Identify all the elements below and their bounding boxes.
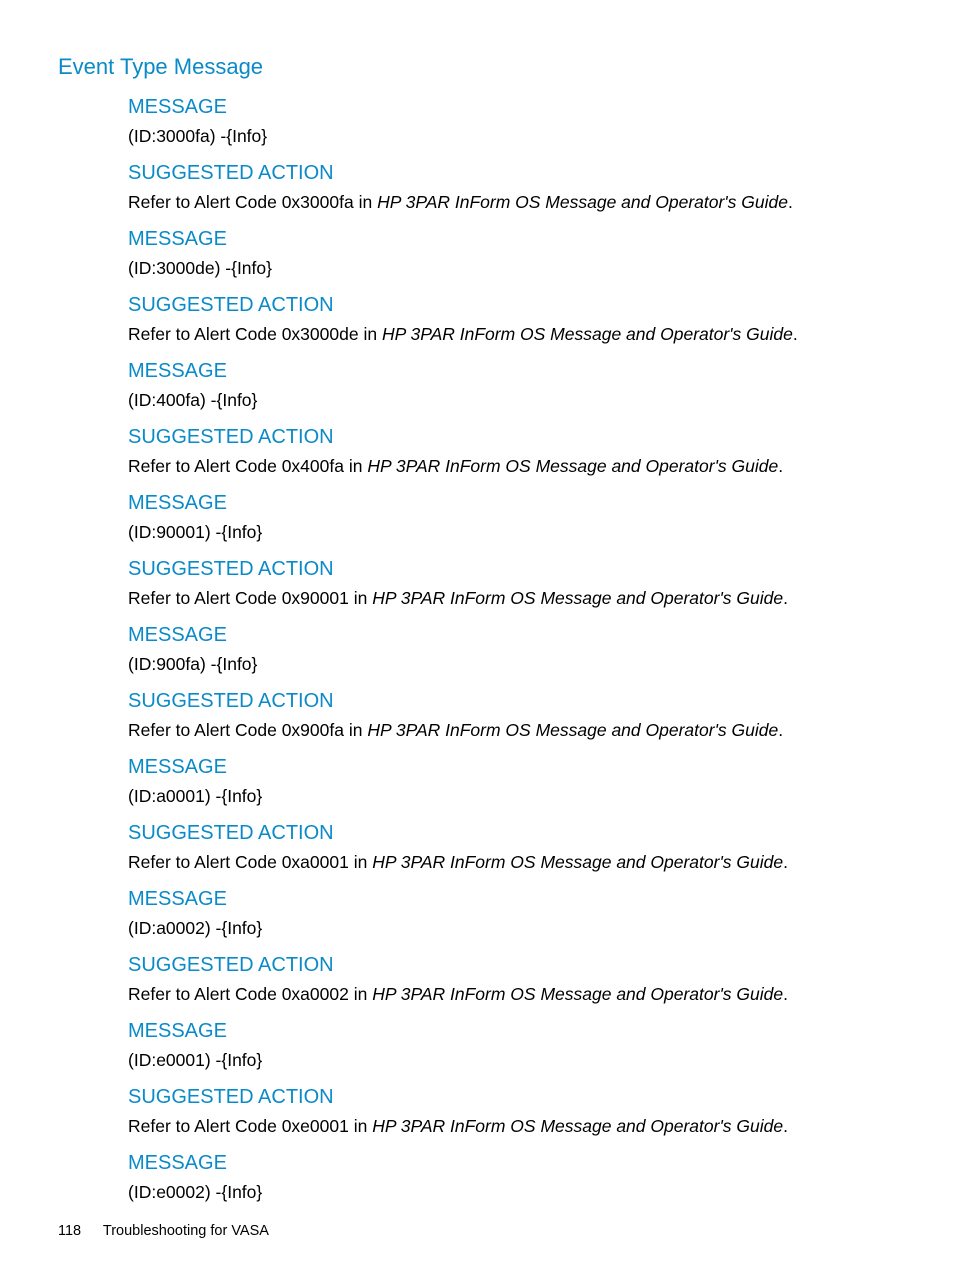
guide-title: HP 3PAR InForm OS Message and Operator's Guide	[381, 324, 793, 344]
message-label: MESSAGE	[128, 1152, 227, 1174]
suggested-action-text	[128, 716, 928, 752]
alert-code: 0x400fa	[281, 456, 344, 476]
message-text: (ID:a0001) -{Info}	[128, 786, 263, 806]
suggested-action-text	[128, 980, 928, 1016]
message-label: MESSAGE	[128, 96, 227, 118]
message-label: MESSAGE	[128, 492, 227, 514]
action-suffix: .	[778, 456, 784, 476]
guide-title: HP 3PAR InForm OS Message and Operator's Guide	[372, 588, 784, 608]
suggested-action-text	[128, 584, 928, 620]
guide-title: HP 3PAR InForm OS Message and Operator's Guide	[377, 192, 788, 212]
footer-section-title: Troubleshooting for VASA	[102, 1223, 269, 1239]
suggested-action-text	[128, 320, 928, 356]
action-prefix: Refer to Alert Code	[128, 324, 282, 344]
guide-title: HP 3PAR InForm OS Message and Operator's Guide	[367, 456, 779, 476]
action-prefix: Refer to Alert Code	[128, 456, 282, 476]
action-in: in	[348, 1116, 373, 1136]
action-prefix: Refer to Alert Code	[128, 984, 282, 1004]
suggested-action-text	[128, 188, 928, 224]
message-text: (ID:400fa) -{Info}	[128, 390, 258, 410]
suggested-action-text	[128, 1112, 928, 1148]
action-in: in	[348, 852, 373, 872]
suggested-action-label: SUGGESTED ACTION	[128, 954, 334, 976]
suggested-action-label: SUGGESTED ACTION	[128, 294, 334, 316]
action-suffix: .	[792, 324, 798, 344]
alert-code: 0x900fa	[281, 720, 344, 740]
message-label: MESSAGE	[128, 228, 227, 250]
message-label: MESSAGE	[128, 888, 227, 910]
message-label: MESSAGE	[128, 624, 227, 646]
page-footer	[58, 1220, 269, 1242]
suggested-action-label: SUGGESTED ACTION	[128, 162, 334, 184]
suggested-action-label: SUGGESTED ACTION	[128, 1086, 334, 1108]
action-prefix: Refer to Alert Code	[128, 1116, 282, 1136]
alert-code: 0xa0001	[281, 852, 349, 872]
message-text: (ID:e0001) -{Info}	[128, 1050, 263, 1070]
action-prefix: Refer to Alert Code	[128, 588, 282, 608]
guide-title: HP 3PAR InForm OS Message and Operator's Guide	[372, 984, 784, 1004]
action-in: in	[348, 588, 373, 608]
event-entries	[128, 92, 928, 1214]
suggested-action-label: SUGGESTED ACTION	[128, 690, 334, 712]
message-text: (ID:a0002) -{Info}	[128, 918, 263, 938]
action-prefix: Refer to Alert Code	[128, 192, 282, 212]
message-text: (ID:900fa) -{Info}	[128, 654, 258, 674]
message-text: (ID:90001) -{Info}	[128, 522, 263, 542]
suggested-action-text	[128, 848, 928, 884]
suggested-action-label: SUGGESTED ACTION	[128, 822, 334, 844]
action-suffix: .	[783, 1116, 788, 1136]
alert-code: 0xa0002	[281, 984, 349, 1004]
action-in: in	[343, 720, 368, 740]
page-heading: Event Type Message	[58, 54, 264, 79]
message-text: (ID:3000fa) -{Info}	[128, 126, 268, 146]
action-suffix: .	[778, 720, 784, 740]
action-prefix: Refer to Alert Code	[128, 852, 282, 872]
alert-code: 0x3000fa	[281, 192, 354, 212]
action-suffix: .	[783, 852, 788, 872]
guide-title: HP 3PAR InForm OS Message and Operator's Guide	[367, 720, 779, 740]
action-in: in	[353, 192, 378, 212]
action-suffix: .	[783, 984, 788, 1004]
suggested-action-label: SUGGESTED ACTION	[128, 558, 334, 580]
action-in: in	[358, 324, 382, 344]
alert-code: 0x90001	[281, 588, 349, 608]
action-prefix: Refer to Alert Code	[128, 720, 282, 740]
message-label: MESSAGE	[128, 1020, 227, 1042]
action-suffix: .	[787, 192, 793, 212]
message-label: MESSAGE	[128, 360, 227, 382]
guide-title: HP 3PAR InForm OS Message and Operator's Guide	[372, 852, 784, 872]
suggested-action-label: SUGGESTED ACTION	[128, 426, 334, 448]
alert-code: 0x3000de	[281, 324, 359, 344]
message-text: (ID:3000de) -{Info}	[128, 258, 272, 278]
page-number: 118	[58, 1223, 82, 1239]
action-in: in	[343, 456, 368, 476]
suggested-action-text	[128, 452, 928, 488]
action-suffix: .	[783, 588, 788, 608]
action-in: in	[348, 984, 373, 1004]
alert-code: 0xe0001	[281, 1116, 349, 1136]
message-label: MESSAGE	[128, 756, 227, 778]
guide-title: HP 3PAR InForm OS Message and Operator's Guide	[372, 1116, 784, 1136]
message-text: (ID:e0002) -{Info}	[128, 1182, 263, 1202]
